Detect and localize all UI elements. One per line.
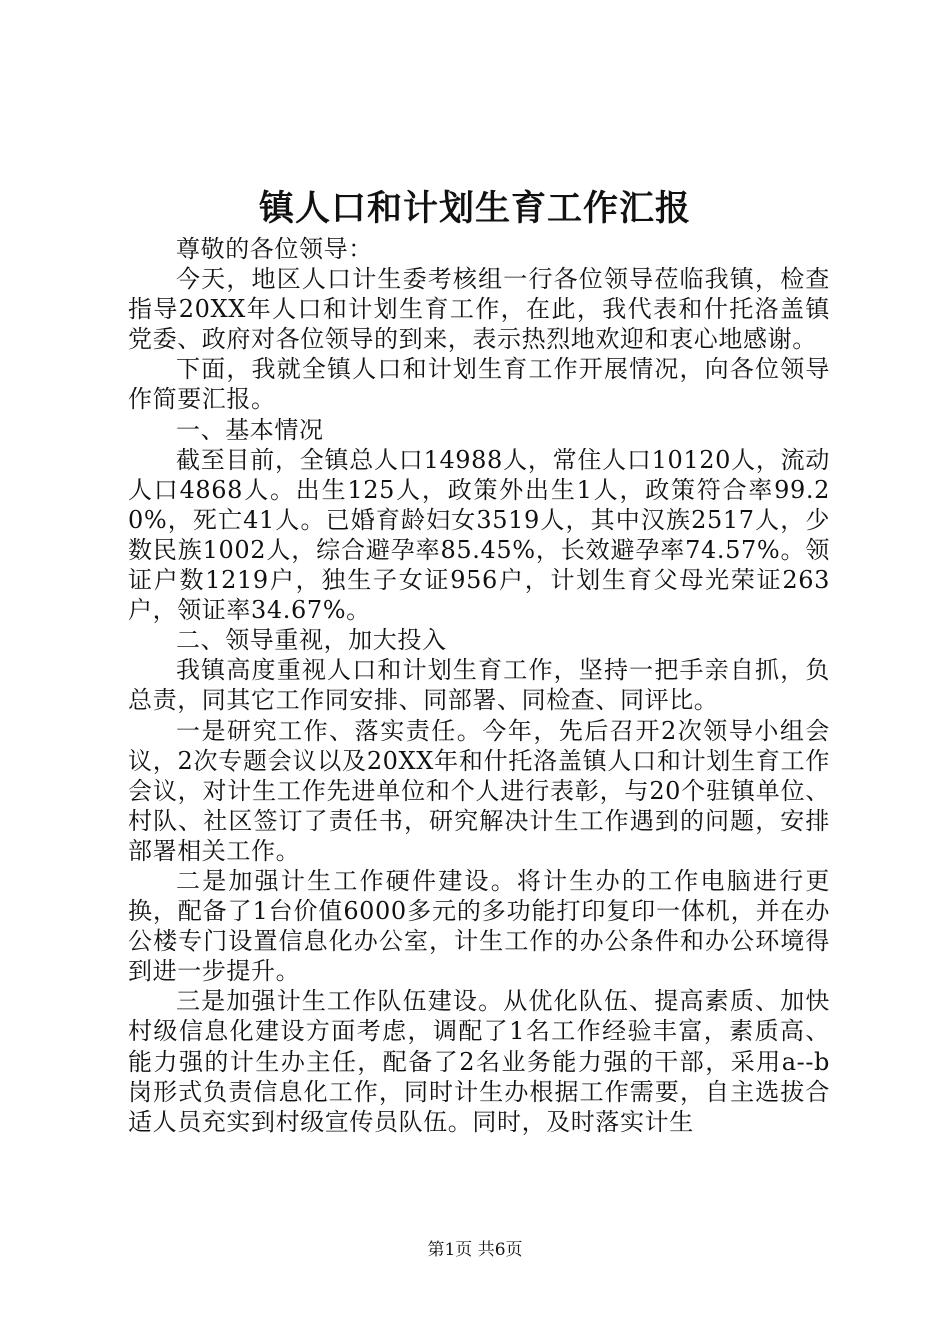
document-body xyxy=(128,234,830,1137)
paragraph-point-two: 二是加强计生工作硬件建设。将计生办的工作电脑进行更换，配备了1台价值6000多元的多功能打印复印一体机，并在办公楼专门设置信息化办公室，计生工作的办公条件和办公环境得到进一步提升。 xyxy=(128,866,830,986)
paragraph-intro: 下面，我就全镇人口和计划生育工作开展情况，向各位领导作简要汇报。 xyxy=(128,355,830,414)
paragraph-statistics: 截至目前，全镇总人口14988人，常住人口10120人，流动人口4868人。出生125人，政策外出生1人，政策符合率99.20%，死亡41人。已婚育龄妇女3519人，其中汉族2517人，少数民族1002人，综合避孕率85.45%，长效避孕率74.57%。领证户数1219户，独生子女证956户，计划生育父母光荣证263户，领证率34.67%。 xyxy=(128,445,830,625)
paragraph-leadership: 我镇高度重视人口和计划生育工作，坚持一把手亲自抓，负总责，同其它工作同安排、同部署、同检查、同评比。 xyxy=(128,656,830,715)
section-heading-basic: 一、基本情况 xyxy=(176,415,324,444)
paragraph-point-one: 一是研究工作、落实责任。今年，先后召开2次领导小组会议，2次专题会议以及20XX年和什托洛盖镇人口和计划生育工作会议，对计生工作先进单位和个人进行表彰，与20个驻镇单位、村队、社区签订了责任书，研究解决计生工作遇到的问题，安排部署相关工作。 xyxy=(128,716,830,865)
section-heading-leadership: 二、领导重视，加大投入 xyxy=(176,626,447,655)
paragraph-welcome: 今天，地区人口计生委考核组一行各位领导莅临我镇，检查指导20XX年人口和计划生育工作，在此，我代表和什托洛盖镇党委、政府对各位领导的到来，表示热烈地欢迎和衷心地感谢。 xyxy=(128,265,830,354)
paragraph-salutation: 尊敬的各位领导： xyxy=(176,235,373,263)
paragraph-point-three: 三是加强计生工作队伍建设。从优化队伍、提高素质、加快村级信息化建设方面考虑，调配了1名工作经验丰富，素质高、能力强的计生办主任，配备了2名业务能力强的干部，采用a--b岗形式负责信息化工作，同时计生办根据工作需要，自主选拔合适人员充实到村级宣传员队伍。同时，及时落实计生 xyxy=(128,987,830,1136)
document-title: 镇人口和计划生育工作汇报 xyxy=(258,188,691,229)
page-number-footer: 第1页 共6页 xyxy=(427,1240,523,1260)
